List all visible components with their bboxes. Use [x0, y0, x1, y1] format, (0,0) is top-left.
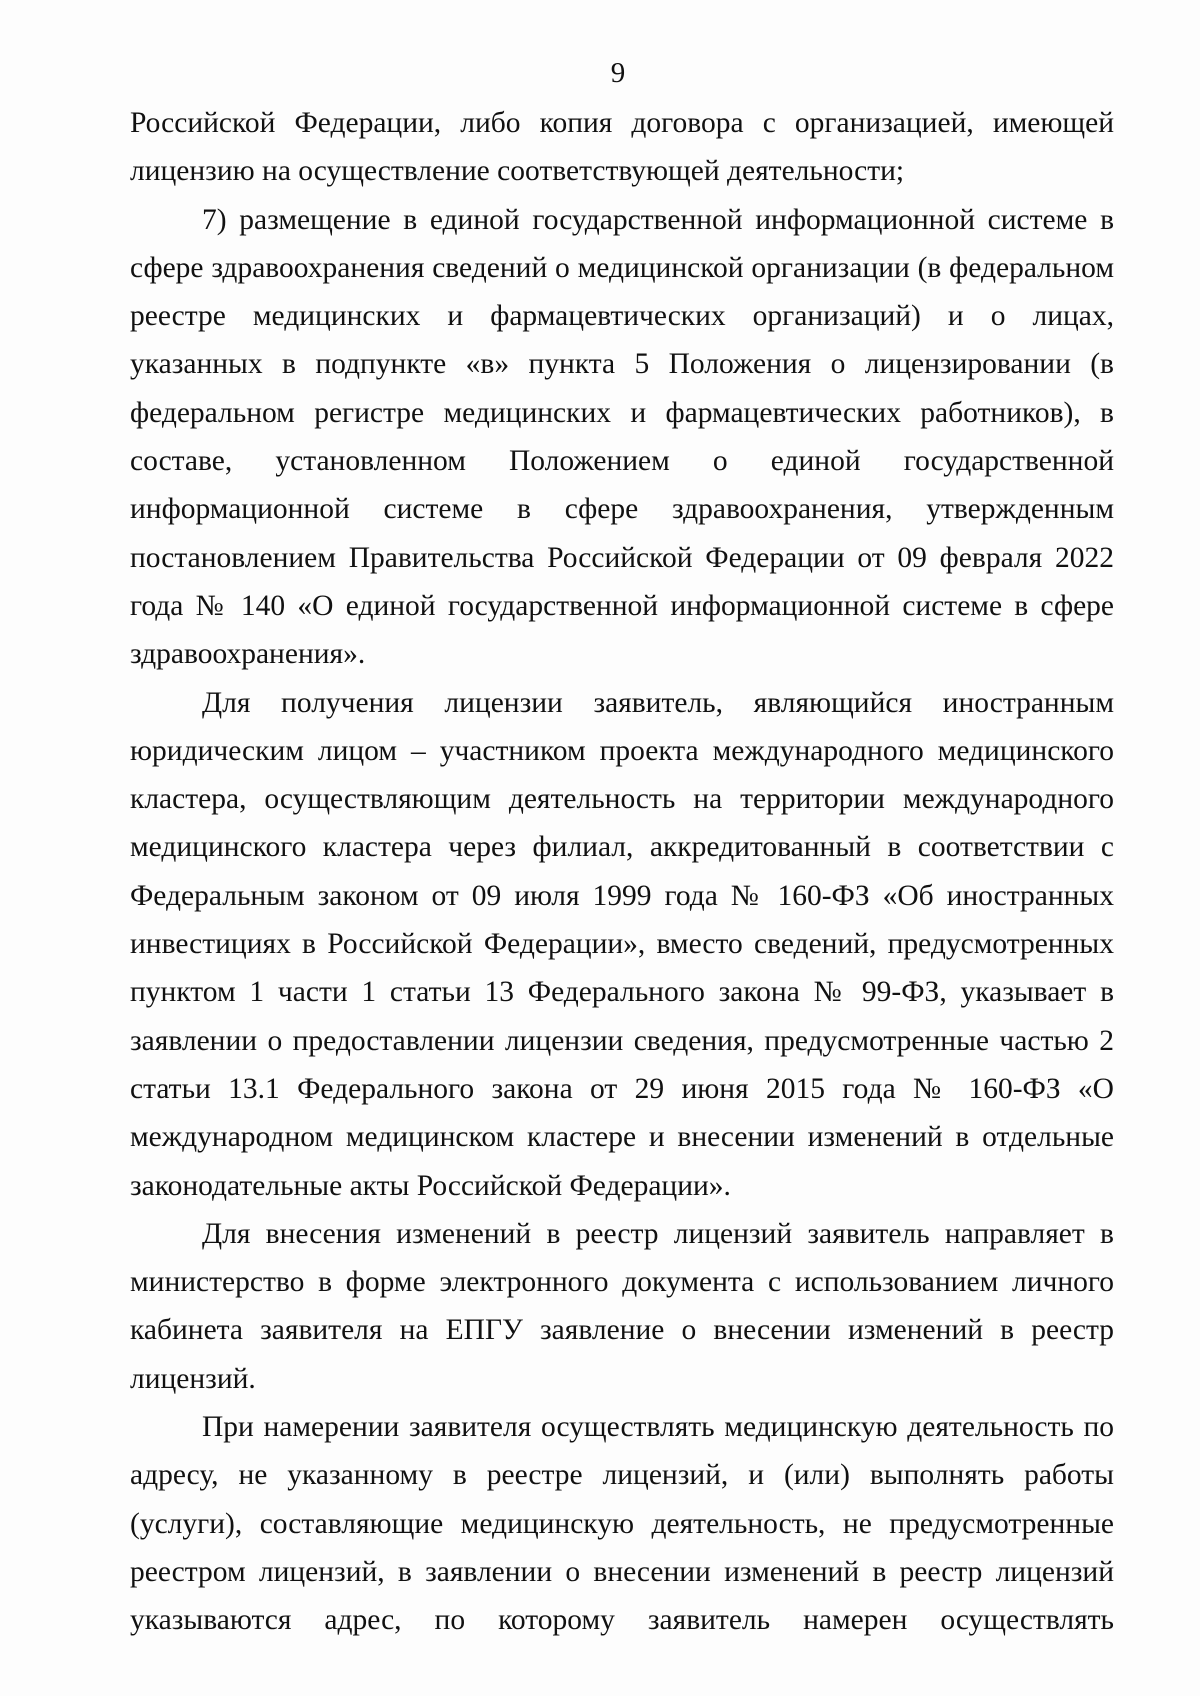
paragraph-item-7: 7) размещение в единой государственной информационной системе в сфере здравоохранения сведений о медицинской организации (в федеральном реестре медицинских и фармацевтических организаций) и о лицах, указанных в подпункте «в» пункта 5 Положения о лицензировании (в федеральном регистре медицинских и фармацевтических работников), в составе, установленном Положением о единой государственной информационной системе в сфере здравоохранения, утвержденным постановлением Правительства Российской Федерации от 09 февраля 2022 года № 140 «О единой государственной информационной системе в сфере здравоохранения».	[130, 203, 1114, 671]
paragraph-foreign-applicant: Для получения лицензии заявитель, являющийся иностранным юридическим лицом – участником проекта международного медицинского кластера, осуществляющим деятельность на территории международного медицинского кластера через филиал, аккредитованный в соответствии с Федеральным законом от 09 июля 1999 года № 160-ФЗ «Об иностранных инвестициях в Российской Федерации», вместо сведений, предусмотренных пунктом 1 части 1 статьи 13 Федерального закона № 99-ФЗ, указывает в заявлении о предоставлении лицензии сведения, предусмотренные частью 2 статьи 13.1 Федерального закона от 29 июня 2015 года № 160-ФЗ «О международном медицинском кластере и внесении изменений в отдельные законодательные акты Российской Федерации».	[130, 686, 1114, 1202]
paragraph-continuation: Российской Федерации, либо копия договора с организацией, имеющей лицензию на осуществление соответствующей деятельности;	[130, 107, 1114, 188]
page-number: 9	[610, 57, 626, 89]
document-body	[130, 99, 1114, 1645]
paragraph-registry-changes: Для внесения изменений в реестр лицензий заявитель направляет в министерство в форме электронного документа с использованием личного кабинета заявителя на ЕПГУ заявление о внесении изменений в реестр лицензий.	[130, 1217, 1114, 1395]
paragraph-new-address: При намерении заявителя осуществлять медицинскую деятельность по адресу, не указанному в реестре лицензий, и (или) выполнять работы (услуги), составляющие медицинскую деятельность, не предусмотренные реестром лицензий, в заявлении о внесении изменений в реестр лицензий указываются адрес, по которому заявитель намерен осуществлять	[130, 1411, 1114, 1637]
